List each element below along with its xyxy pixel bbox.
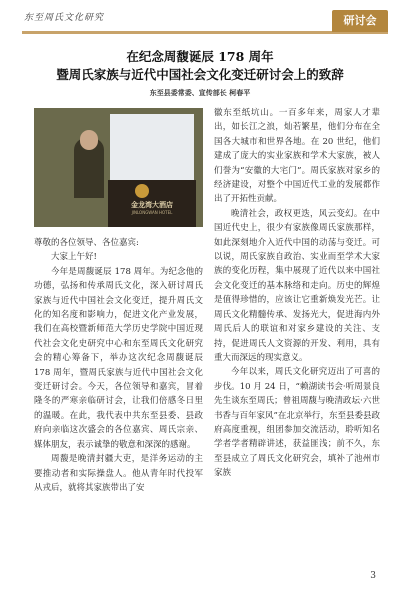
right-column	[214, 106, 380, 481]
page-header	[0, 0, 400, 40]
hotel-logo-icon	[135, 184, 149, 198]
paragraph: 晚清社会，政权更迭，风云变幻。在中国近代史上，很少有家族像周氏家族那样，如此深刻地介入近代中国的动荡与变迁。可以说，周氏家族自政治、实业而至学术大家族的变化历程，集中展现了近代以来中国社会文化变迁的基本脉络和走向。历史的辉煌是值得珍惜的，应该让它重新焕发光芒。让周氏文化精髓传承、发扬光大，促进海内外周氏后人的联谊和对家乡建设的关注、支持，促进周氏人文资源的开发、利用，具有重大而深远的现实意义。	[214, 208, 380, 363]
podium-subtext: JINLONGWAN HOTEL	[131, 210, 173, 215]
paragraph: 大家上午好!	[51, 252, 97, 263]
speaker-photo	[34, 108, 203, 227]
projection-screen	[110, 114, 194, 184]
section-tag: 研讨会	[332, 10, 388, 32]
paragraph-continued: 徽东至纸坑山。一百多年来，周家人才辈出，如长江之浪，灿若繁星，他们分布在全国各大城市和世界各地。在 20 世纪，他们建成了庞大的实业家族和学术大家族，被人们誉为“安徽的大宅门”。周氏家族对家乡的经济建设，对整个中国近代工业的发展都作出了开拓性贡献。	[214, 108, 380, 205]
article-title-line-1: 在纪念周馥诞辰 178 周年	[126, 49, 274, 64]
article-title-line-2: 暨周氏家族与近代中国社会文化变迁研讨会上的致辞	[56, 67, 344, 82]
article-byline: 东至县委常委、宣传部长 柯春平	[149, 89, 251, 97]
paragraph: 今年是周馥诞辰 178 周年。为纪念他的功德，弘扬和传承周氏文化，深入研讨周氏家族与近代中国社会文化变迁，提升周氏文化的知名度和影响力，促进文化产业发展，我们在高校暨新师范大学历史学院中国近现代社会文化史研究中心和东至周氏文化研究会的精心筹备下，举办这次纪念周馥诞辰 178 周年，暨周氏家族与近代中国社会文化变迁研讨会。今天，各位领导和嘉宾，冒着隆冬的严寒亲临研讨会，让我们倍感冬日里的温暖。在此，我代表中共东至县委、县政府向亲临这次盛会的各位嘉宾、周氏宗亲、媒体朋友，表示诚挚的敬意和深深的感谢。	[34, 266, 203, 450]
paragraph: 今年以来，周氏文化研究迈出了可喜的步伐。10 月 24 日，“赖湖读书会·听周景良先生谈东至周氏；曾祖周馥与晚清政坛·六世书香与百年家风”在北京举行，东至县委县政府高度重视，组团参加交流活动，聆听知名学者学者精辟讲述，获益匪浅；前不久，东至县成立了周氏文化研究会，填补了池州市家族	[214, 367, 380, 479]
page-number: 3	[370, 571, 376, 581]
left-column	[34, 236, 203, 495]
podium-text: 金龙湾大酒店	[131, 201, 173, 209]
journal-name: 东至周氏文化研究	[24, 13, 105, 23]
paragraph: 周馥是晚清封疆大吏，是洋务运动的主要推动者和实际操盘人。他从青年时代投军从戎后，就将其家族带出了安	[34, 454, 203, 493]
greeting: 尊敬的各位领导、各位嘉宾:	[34, 238, 139, 248]
speaker-head	[80, 130, 98, 150]
